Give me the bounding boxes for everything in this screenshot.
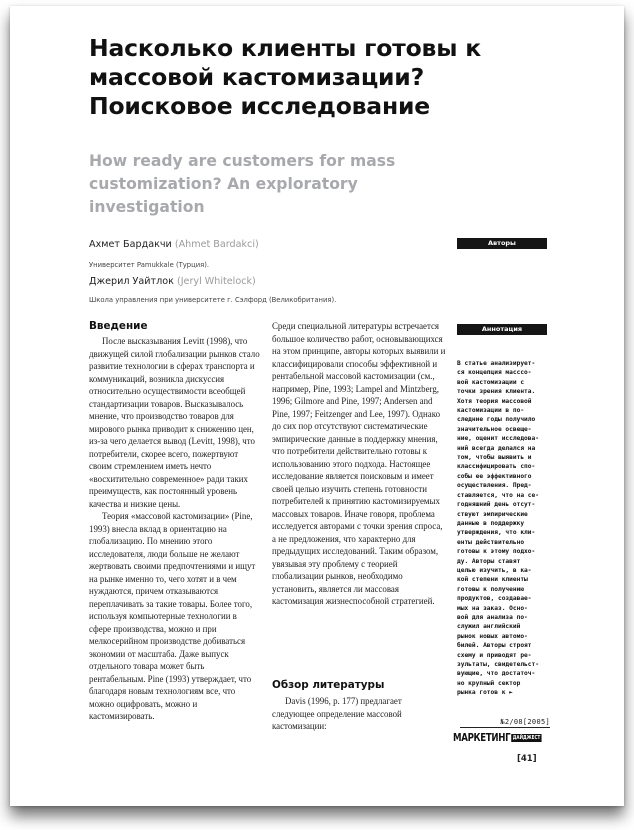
page-sheet bbox=[10, 6, 624, 806]
article-title-ru: Насколько клиенты готовы к массовой кастомизации? Поисковое исследование bbox=[89, 34, 481, 120]
column-2-tail bbox=[272, 695, 446, 733]
paragraph: Среди специальной литературы встречается большое количество работ, основывающихся на этом принципе, авторы которых выявили и классифицировали способы эффективной и рентабельной массовой кастомизации (см., например, Pine, 1993; Lampel and Mintzberg, 1996; Gilmore and Pine, 1997; Andersen and Pine, 1997; Feitzenger and Lee, 1997). Однако до сих пор отсутствуют систематические эмпирические данные в поддержку мнения, что потребители действительно готовы к использованию этого подхода. Настоящее исследование является поисковым и имеет своей целью изучить степень готовности потребителей к принятию кастомизируемых массовых товаров. Иначе говоря, проблема исследуется авторами с точки зрения спроса, а не предложения, что характерно для предыдущих исследований. Таким образом, увязывая эту проблему с теорией глобализации рынков, необходимо установить, является ли массовая кастомизация жизнеспособной стратегией. bbox=[272, 321, 446, 606]
magazine-logo bbox=[453, 732, 542, 744]
author-2 bbox=[89, 276, 256, 287]
author-latin-name: (Jeryl Whitelock) bbox=[176, 276, 256, 287]
page-number: [41] bbox=[517, 754, 537, 764]
issue-number: №2/08[2005] bbox=[460, 718, 550, 728]
author-affiliation: Школа управления при университете г. Сэлфорд (Великобритания). bbox=[89, 296, 337, 304]
author-1 bbox=[89, 239, 259, 250]
magazine-name: МАРКЕТИНГ bbox=[453, 732, 511, 744]
author-name: Ахмет Бардакчи bbox=[89, 239, 172, 250]
paragraph: Теория «массовой кастомизации» (Pine, 1993) внесла вклад в ориентацию на глобализацию. По мнению этого исследователя, люди больше не желают жертвовать своими предпочтениями и ищут на рынке именно то, чего хотят и в чем нуждаются, причем отказываются переплачивать за такие товары. Более того, используя компьютерные технологии в сфере производства, можно и при мелкосерийном производстве добиваться экономии от масштаба. Даже выпуск отдельного товара может быть рентабельным. Pine (1993) утверждает, что благодаря новым технологиям все, что можно оцифровать, можно и кастомизировать. bbox=[89, 511, 256, 721]
column-2 bbox=[272, 320, 446, 608]
article-title-en: How ready are customers for mass customization? An exploratory investigation bbox=[89, 152, 396, 216]
abstract-text: В статье анализирует- ся концепция масссо- вой кастомизации с точки зрения клиента. Хотя теория массовой кастомизации в по- следние годы получило значительное освеще- ние, оценит исследова- ний всегда делался на том, чтобы выявить и классифицировать спо- собы ее эффективного осуществления. Пред- ставляется, что на се- годняшний день отсут- ствуют эмпирические данные в поддержку утверждения, что кли- енты действительно готовы к этому подхо- ду. Авторы ставят целью изучить, в ка- кой степени клиенты готовы к получению продуктов, создавае- мых на заказ. Осно- вой для анализа по- служил английский рынок новых автомо- билей. Авторы строят схему и приводят ре- зультаты, свидетельст- вующие, что достаточ- но крупный сектор рынка готов к ► bbox=[457, 360, 539, 697]
intro-heading: Введение bbox=[89, 320, 148, 332]
author-latin-name: (Ahmet Bardakci) bbox=[174, 239, 259, 250]
paragraph: После высказывания Levitt (1998), что движущей силой глобализации рынков стало развитие технологии в сферах транспорта и коммуникаций, возникла дискуссия относительно осуществимости всеобщей стандартизации товаров. Высказывалось мнение, что производство товаров для мирового рынка приводит к снижению цен, из-за чего делается вывод (Levitt, 1998), что потребители, скорее всего, пожертвуют своим стремлением иметь нечто «восхитительно современное» ради таких преимуществ, как постоянный уровень качества и низкие цены. bbox=[89, 336, 260, 509]
abstract-label: Аннотация bbox=[457, 324, 547, 335]
author-name: Джерил Уайтлок bbox=[89, 276, 174, 287]
paragraph: Davis (1996, p. 177) предлагает следующее определение массовой кастомизации: bbox=[272, 696, 402, 731]
column-1 bbox=[89, 335, 261, 723]
author-affiliation: Университет Pamukkale (Турция). bbox=[89, 261, 210, 269]
magazine-tag: ДАЙДЖЕСТ bbox=[512, 735, 541, 741]
literature-heading: Обзор литературы bbox=[272, 679, 385, 691]
authors-label: Авторы bbox=[457, 238, 547, 249]
